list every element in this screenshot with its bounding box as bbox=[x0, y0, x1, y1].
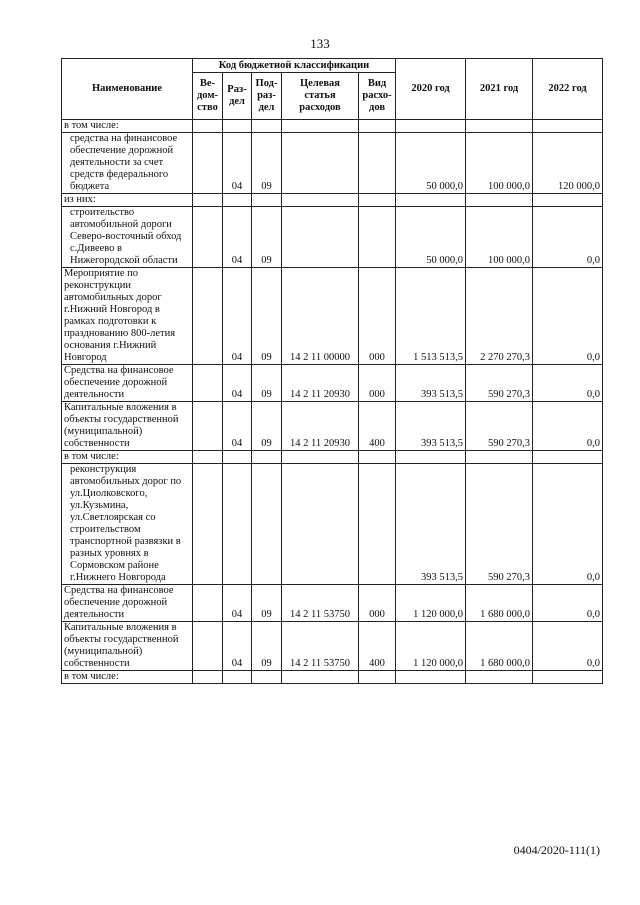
cell-name: строительство автомобильной дороги Северо-восточный обход с.Дивеево в Нижегородской области bbox=[62, 207, 193, 268]
cell-razdel: 04 bbox=[223, 268, 252, 365]
cell-y2021 bbox=[466, 671, 533, 684]
cell-y2020: 393 513,5 bbox=[396, 464, 466, 585]
cell-y2021: 100 000,0 bbox=[466, 133, 533, 194]
cell-podrazdel: 09 bbox=[252, 585, 282, 622]
cell-vedomstvo bbox=[193, 671, 223, 684]
cell-vedomstvo bbox=[193, 464, 223, 585]
cell-y2022: 0,0 bbox=[533, 268, 603, 365]
cell-podrazdel bbox=[252, 194, 282, 207]
cell-razdel bbox=[223, 194, 252, 207]
cell-vid: 000 bbox=[359, 365, 396, 402]
cell-razdel bbox=[223, 451, 252, 464]
cell-vedomstvo bbox=[193, 120, 223, 133]
column-header-podrazdel: Под-раз-дел bbox=[252, 73, 282, 120]
table-row bbox=[62, 133, 603, 194]
table-row bbox=[62, 268, 603, 365]
cell-y2021: 590 270,3 bbox=[466, 365, 533, 402]
cell-y2020: 393 513,5 bbox=[396, 402, 466, 451]
cell-target bbox=[282, 671, 359, 684]
table-row bbox=[62, 451, 603, 464]
cell-vid bbox=[359, 133, 396, 194]
column-header-2022: 2022 год bbox=[533, 59, 603, 120]
cell-target bbox=[282, 194, 359, 207]
cell-vedomstvo bbox=[193, 585, 223, 622]
cell-y2020: 1 120 000,0 bbox=[396, 622, 466, 671]
cell-podrazdel: 09 bbox=[252, 622, 282, 671]
cell-target bbox=[282, 451, 359, 464]
cell-target bbox=[282, 207, 359, 268]
cell-name: Капитальные вложения в объекты государственной (муниципальной) собственности bbox=[62, 402, 193, 451]
cell-y2020 bbox=[396, 451, 466, 464]
cell-vid: 000 bbox=[359, 268, 396, 365]
cell-vid bbox=[359, 671, 396, 684]
column-header-2021: 2021 год bbox=[466, 59, 533, 120]
budget-table bbox=[61, 58, 603, 684]
cell-razdel: 04 bbox=[223, 207, 252, 268]
cell-target: 14 2 11 53750 bbox=[282, 622, 359, 671]
table-row bbox=[62, 464, 603, 585]
cell-name: из них: bbox=[62, 194, 193, 207]
column-header-vedomstvo: Ве-дом-ство bbox=[193, 73, 223, 120]
cell-razdel bbox=[223, 464, 252, 585]
cell-y2020 bbox=[396, 120, 466, 133]
cell-vedomstvo bbox=[193, 207, 223, 268]
column-header-vid: Вид расхо-дов bbox=[359, 73, 396, 120]
cell-y2020: 393 513,5 bbox=[396, 365, 466, 402]
table-row bbox=[62, 194, 603, 207]
cell-y2021 bbox=[466, 194, 533, 207]
cell-y2022: 0,0 bbox=[533, 402, 603, 451]
cell-name: реконструкция автомобильных дорог по ул.Циолковского, ул.Кузьмина, ул.Светлоярская со строительством транспортной развязки в разных уровнях в Сормовском районе г.Нижнего Новгорода bbox=[62, 464, 193, 585]
cell-podrazdel bbox=[252, 671, 282, 684]
table-header bbox=[62, 59, 603, 120]
cell-y2021: 590 270,3 bbox=[466, 402, 533, 451]
document-code: 0404/2020-111(1) bbox=[513, 843, 600, 857]
cell-name: Капитальные вложения в объекты государственной (муниципальной) собственности bbox=[62, 622, 193, 671]
cell-y2020: 50 000,0 bbox=[396, 133, 466, 194]
cell-vid bbox=[359, 464, 396, 585]
cell-name: в том числе: bbox=[62, 120, 193, 133]
page-number: 133 bbox=[310, 36, 330, 51]
cell-y2020: 50 000,0 bbox=[396, 207, 466, 268]
cell-y2021: 100 000,0 bbox=[466, 207, 533, 268]
cell-razdel: 04 bbox=[223, 622, 252, 671]
cell-vid: 400 bbox=[359, 622, 396, 671]
cell-podrazdel: 09 bbox=[252, 365, 282, 402]
cell-podrazdel: 09 bbox=[252, 402, 282, 451]
cell-y2021: 2 270 270,3 bbox=[466, 268, 533, 365]
cell-vid: 400 bbox=[359, 402, 396, 451]
table-row bbox=[62, 365, 603, 402]
cell-target bbox=[282, 464, 359, 585]
column-header-2020: 2020 год bbox=[396, 59, 466, 120]
table-row bbox=[62, 207, 603, 268]
column-header-name: Наименование bbox=[62, 59, 193, 120]
cell-podrazdel bbox=[252, 451, 282, 464]
cell-vedomstvo bbox=[193, 133, 223, 194]
table-row bbox=[62, 120, 603, 133]
cell-razdel: 04 bbox=[223, 133, 252, 194]
column-header-razdel: Раз-дел bbox=[223, 73, 252, 120]
cell-y2022: 0,0 bbox=[533, 622, 603, 671]
cell-y2022 bbox=[533, 671, 603, 684]
cell-razdel: 04 bbox=[223, 585, 252, 622]
table-row bbox=[62, 585, 603, 622]
cell-razdel: 04 bbox=[223, 402, 252, 451]
cell-y2021 bbox=[466, 120, 533, 133]
cell-podrazdel bbox=[252, 120, 282, 133]
cell-vedomstvo bbox=[193, 402, 223, 451]
cell-y2022: 0,0 bbox=[533, 464, 603, 585]
cell-name: Средства на финансовое обеспечение дорожной деятельности bbox=[62, 365, 193, 402]
cell-vid bbox=[359, 207, 396, 268]
cell-podrazdel: 09 bbox=[252, 207, 282, 268]
cell-y2020 bbox=[396, 671, 466, 684]
cell-target: 14 2 11 53750 bbox=[282, 585, 359, 622]
cell-y2022: 0,0 bbox=[533, 585, 603, 622]
cell-y2022: 120 000,0 bbox=[533, 133, 603, 194]
cell-vid bbox=[359, 120, 396, 133]
cell-podrazdel bbox=[252, 464, 282, 585]
cell-y2022: 0,0 bbox=[533, 207, 603, 268]
table-body bbox=[62, 120, 603, 684]
cell-y2021 bbox=[466, 451, 533, 464]
cell-target: 14 2 11 20930 bbox=[282, 365, 359, 402]
cell-y2022: 0,0 bbox=[533, 365, 603, 402]
cell-target bbox=[282, 120, 359, 133]
column-group-header: Код бюджетной классификации bbox=[193, 59, 396, 73]
table-row bbox=[62, 402, 603, 451]
table-row bbox=[62, 671, 603, 684]
cell-y2022 bbox=[533, 194, 603, 207]
cell-y2020: 1 513 513,5 bbox=[396, 268, 466, 365]
cell-vedomstvo bbox=[193, 365, 223, 402]
table-row bbox=[62, 622, 603, 671]
cell-vid bbox=[359, 194, 396, 207]
cell-razdel: 04 bbox=[223, 365, 252, 402]
cell-y2020: 1 120 000,0 bbox=[396, 585, 466, 622]
cell-vedomstvo bbox=[193, 194, 223, 207]
cell-name: в том числе: bbox=[62, 451, 193, 464]
cell-vedomstvo bbox=[193, 451, 223, 464]
cell-target: 14 2 11 00000 bbox=[282, 268, 359, 365]
cell-name: Мероприятие по реконструкции автомобильных дорог г.Нижний Новгород в рамках подготовки к празднованию 800-летия основания г.Нижний Новгород bbox=[62, 268, 193, 365]
cell-y2021: 1 680 000,0 bbox=[466, 622, 533, 671]
cell-y2022 bbox=[533, 120, 603, 133]
cell-target: 14 2 11 20930 bbox=[282, 402, 359, 451]
cell-podrazdel: 09 bbox=[252, 268, 282, 365]
cell-vedomstvo bbox=[193, 268, 223, 365]
cell-y2021: 590 270,3 bbox=[466, 464, 533, 585]
cell-name: средства на финансовое обеспечение дорожной деятельности за счет средств федерального бюджета bbox=[62, 133, 193, 194]
cell-name: в том числе: bbox=[62, 671, 193, 684]
cell-razdel bbox=[223, 671, 252, 684]
cell-y2021: 1 680 000,0 bbox=[466, 585, 533, 622]
cell-vedomstvo bbox=[193, 622, 223, 671]
cell-target bbox=[282, 133, 359, 194]
cell-vid bbox=[359, 451, 396, 464]
cell-y2020 bbox=[396, 194, 466, 207]
cell-y2022 bbox=[533, 451, 603, 464]
cell-razdel bbox=[223, 120, 252, 133]
column-header-target: Целевая статья расходов bbox=[282, 73, 359, 120]
cell-podrazdel: 09 bbox=[252, 133, 282, 194]
cell-name: Средства на финансовое обеспечение дорожной деятельности bbox=[62, 585, 193, 622]
cell-vid: 000 bbox=[359, 585, 396, 622]
